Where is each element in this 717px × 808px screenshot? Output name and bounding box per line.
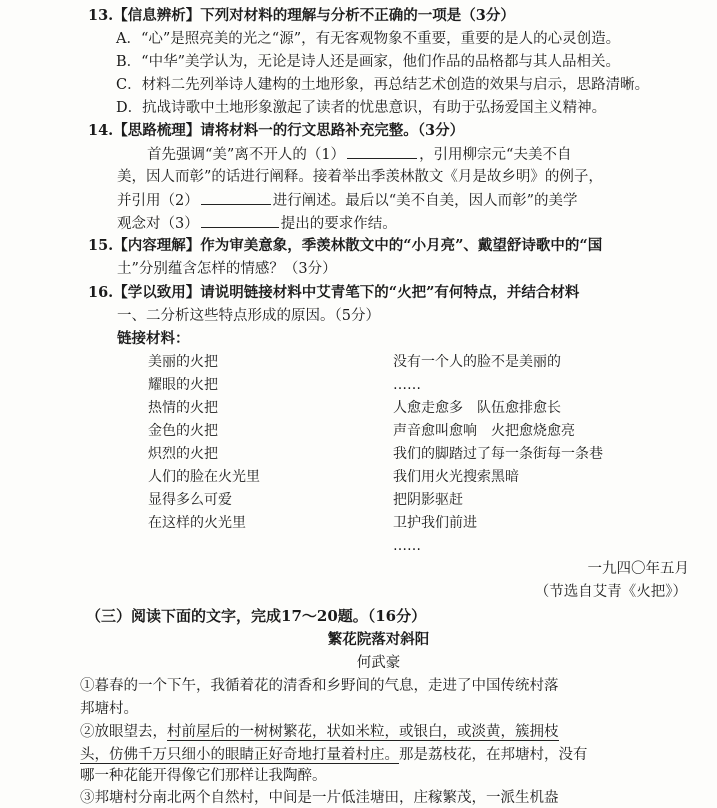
q15-line-1: 15.【内容理解】作为审美意象，季羡林散文中的“小月亮”、戴望舒诗歌中的“国 (88, 237, 603, 254)
q13-option-c: C．材料二先列举诗人建构的土地形象，再总结艺术创造的效果与启示，思路清晰。 (116, 77, 650, 93)
underlined-sentence: 村前屋后的一树树繁花，状如米粒，或银白，或淡黄，簇拥枝 (167, 724, 559, 740)
poem-line: 显得多么可爱 (148, 492, 232, 508)
link-material-label: 链接材料： (117, 330, 190, 347)
section-heading: （三）阅读下面的文字，完成17～20题。（16分） (86, 607, 427, 625)
paragraph-1-line-2: 邦塘村。 (80, 701, 138, 717)
q16-line-2: 一、二分析这些特点形成的原因。（5分） (117, 308, 380, 324)
poem-line: 美丽的火把 (148, 354, 218, 370)
poem-date: 一九四〇年五月 (587, 561, 689, 577)
q13-option-a: A．“心”是照亮美的光之“源”，有无客观物象不重要，重要的是人的心灵创造。 (116, 31, 621, 47)
q13-stem: 13.【信息辨析】下列对材料的理解与分析不正确的一项是（3分） (88, 7, 515, 24)
q14-line-2: 美，因人而彰”的话进行阐释。接着举出季羡林散文《月是故乡明》的例子， (117, 169, 603, 185)
q13-option-d: D．抗战诗歌中土地形象激起了读者的忧患意识，有助于弘扬爱国主义精神。 (116, 100, 607, 116)
q14-line-4: 观念对（3） 提出的要求作结。 (117, 213, 397, 234)
poem-line: 把阴影驱赶 (393, 492, 463, 508)
paragraph-2-line-1: ②放眼望去，村前屋后的一树树繁花，状如米粒，或银白，或淡黄，簇拥枝 (80, 724, 559, 740)
q13-option-b: B．“中华”美学认为，无论是诗人还是画家，他们作品的品格都与其人品相关。 (116, 54, 620, 70)
q16-line-1: 16.【学以致用】请说明链接材料中艾青笔下的“火把”有何特点，并结合材料 (88, 284, 580, 301)
q15-line-2: 土”分别蕴含怎样的情感？（3分） (117, 261, 337, 277)
poem-line: 没有一个人的脸不是美丽的 (393, 354, 561, 370)
q14-stem: 14.【思路梳理】请将材料一的行文思路补充完整。（3分） (88, 122, 465, 139)
poem-line: 热情的火把 (148, 400, 218, 416)
poem-source: （节选自艾青《火把》） (534, 584, 687, 600)
poem-line: 人们的脸在火光里 (148, 469, 260, 485)
paragraph-1-line-1: ①暮春的一个下午，我循着花的清香和乡野间的气息，走进了中国传统村落 (80, 678, 559, 694)
paragraph-2-line-3: 哪一种花能开得像它们那样让我陶醉。 (80, 768, 327, 784)
article-title: 繁花院落对斜阳 (327, 631, 430, 648)
poem-line: 在这样的火光里 (148, 515, 246, 531)
poem-line: 耀眼的火把 (148, 377, 218, 393)
poem-line: 声音愈叫愈响 火把愈烧愈亮 (393, 423, 575, 439)
answer-blank-1[interactable] (347, 144, 417, 159)
q14-line-3: 并引用（2） 进行阐述。最后以“美不自美，因人而彰”的美学 (117, 190, 578, 211)
poem-line: 炽烈的火把 (148, 446, 218, 462)
poem-line: 我们用火光搜索黑暗 (393, 469, 519, 485)
paragraph-3-line-1: ③邦塘村分南北两个自然村，中间是一片低洼塘田，庄稼繁茂，一派生机盎 (80, 790, 559, 806)
q14-line-1: 首先强调“美”离不开人的（1） ，引用柳宗元“夫美不自 (147, 144, 571, 165)
poem-line: 我们的脚踏过了每一条街每一条巷 (393, 446, 603, 462)
poem-line: 金色的火把 (148, 423, 218, 439)
paragraph-2-line-2: 头，仿佛千万只细小的眼睛正好奇地打量着村庄。那是荔枝花，在邦塘村，没有 (80, 747, 588, 763)
poem-line: 卫护我们前进 (393, 515, 477, 531)
answer-blank-2[interactable] (201, 190, 271, 205)
answer-blank-3[interactable] (201, 213, 279, 228)
poem-line: 人愈走愈多 队伍愈排愈长 (393, 400, 561, 416)
poem-line: …… (393, 538, 421, 554)
underlined-sentence: 头，仿佛千万只细小的眼睛正好奇地打量着村庄。 (80, 747, 399, 763)
poem-line: …… (393, 377, 421, 393)
article-author: 何武豪 (356, 655, 401, 671)
